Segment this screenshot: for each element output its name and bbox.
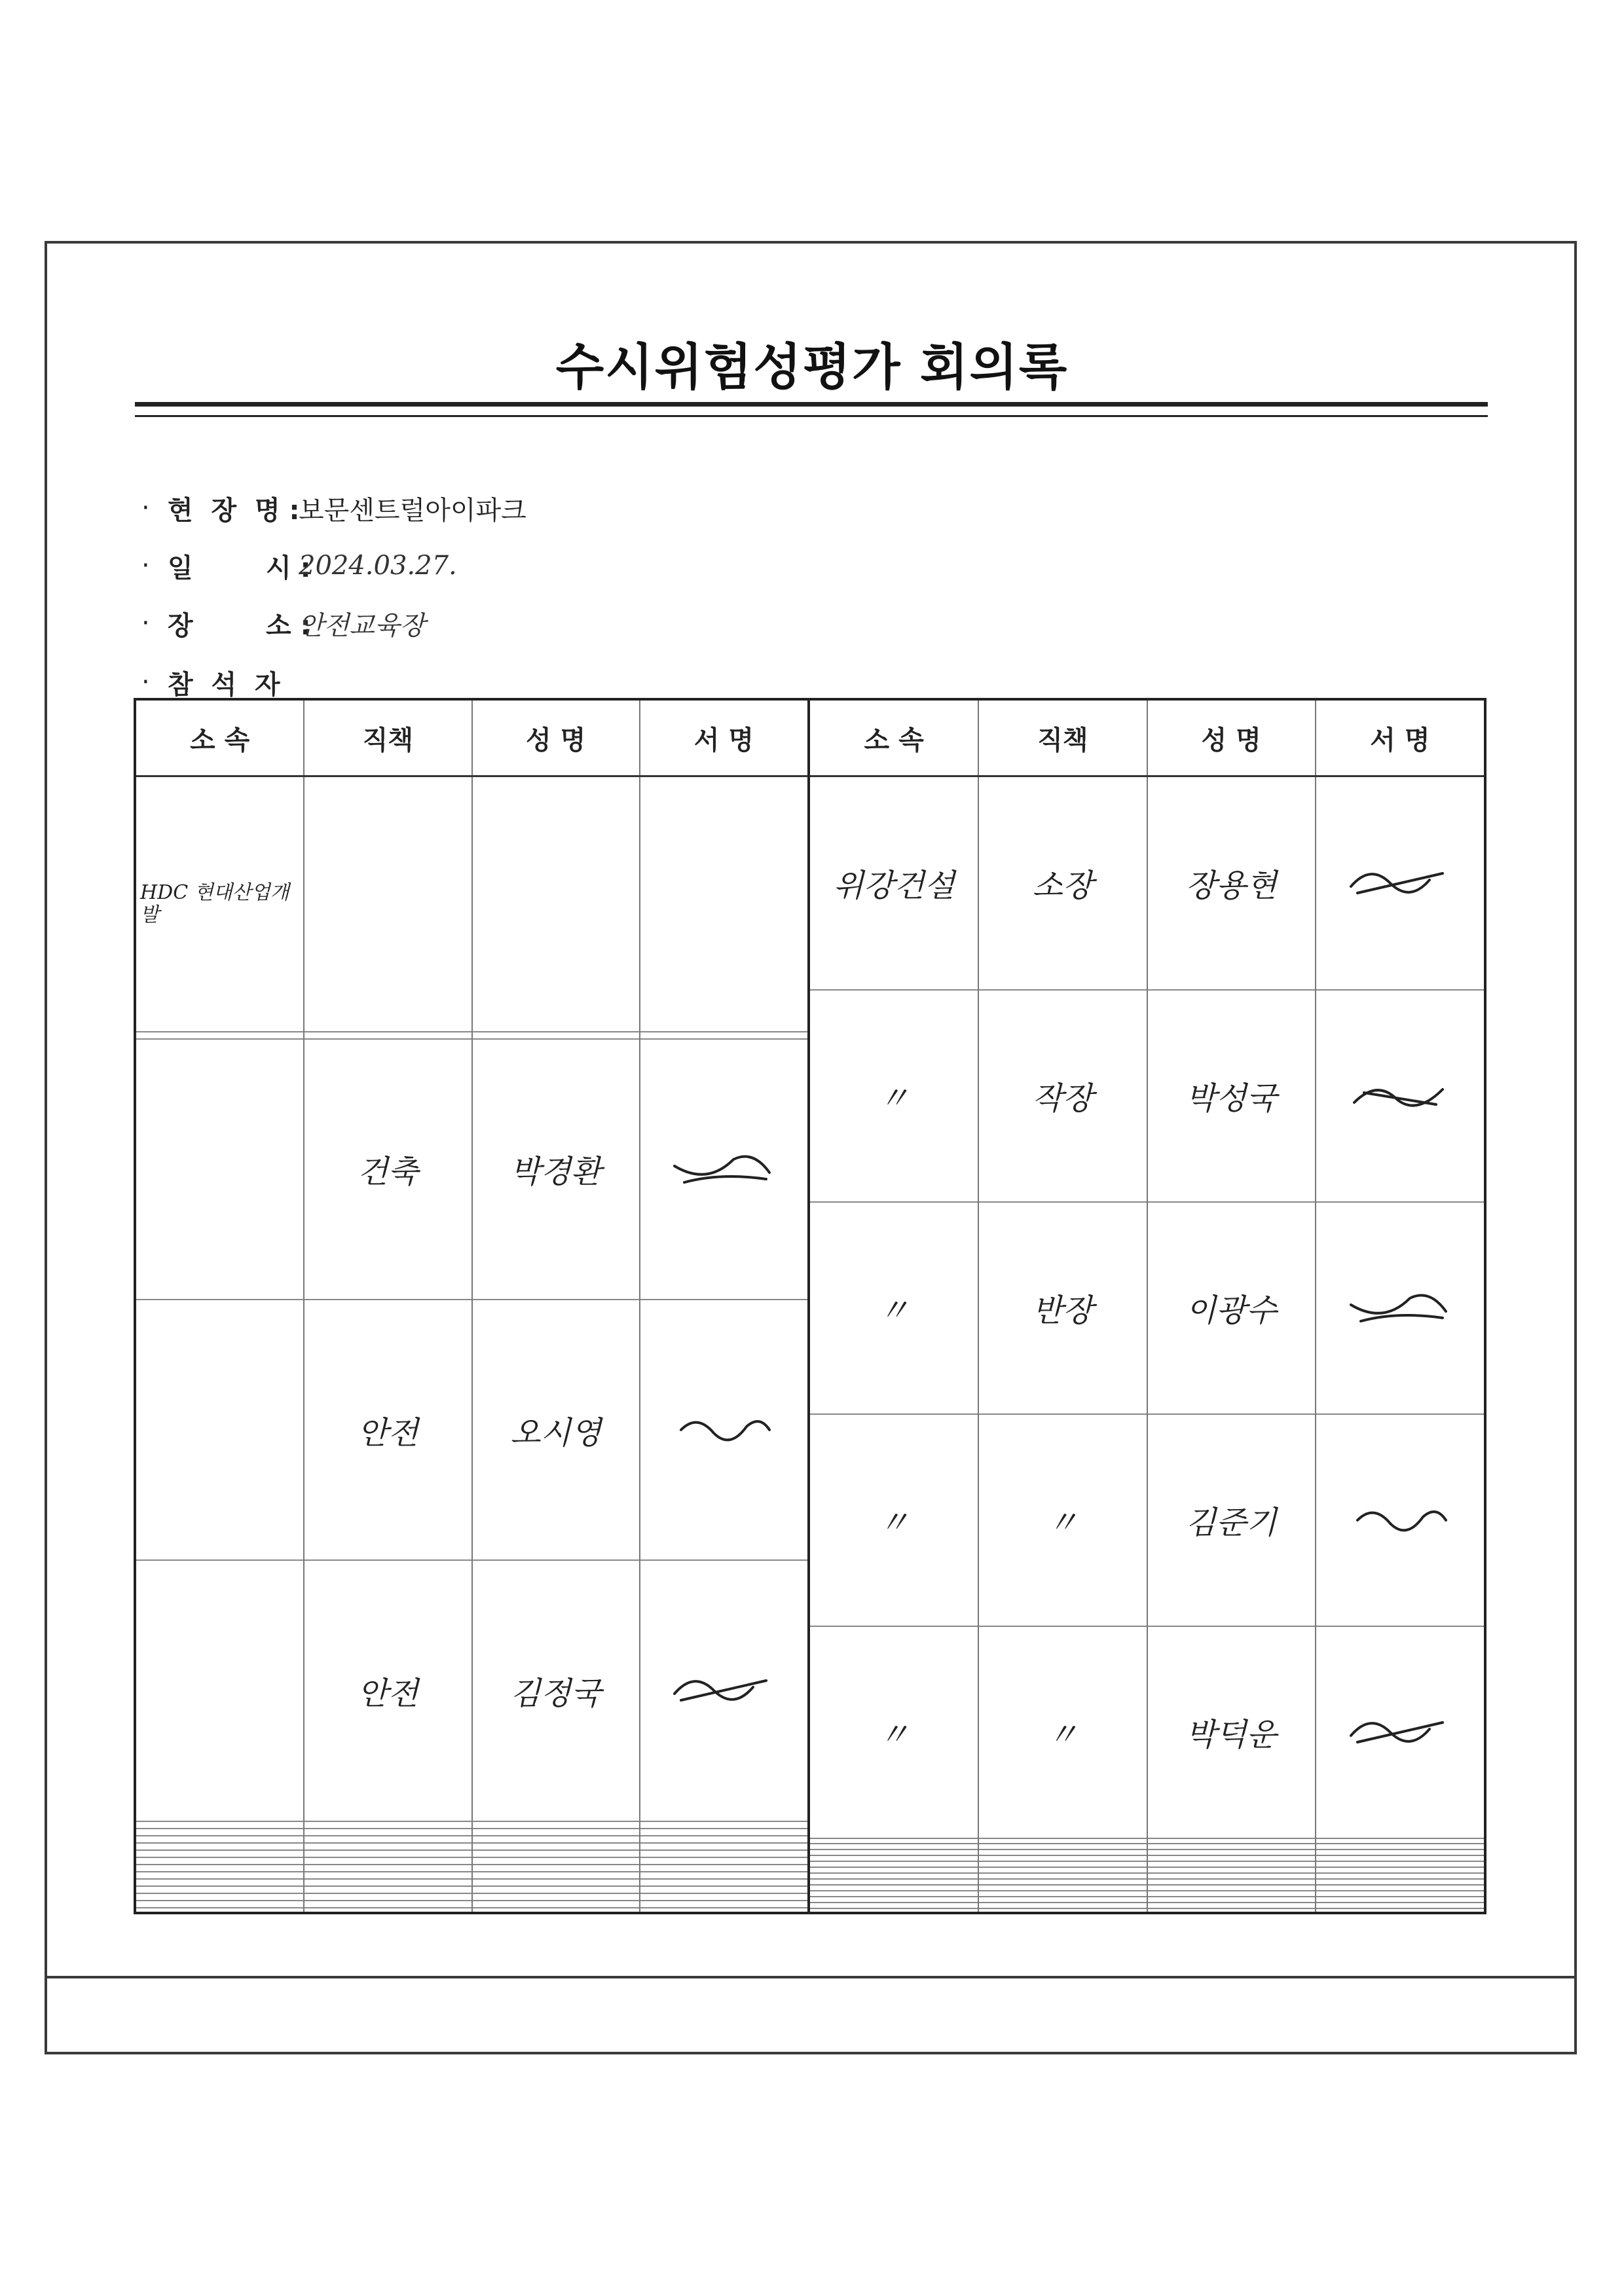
table-row bbox=[136, 1829, 807, 1836]
cell-name bbox=[1147, 1908, 1316, 1912]
cell-affiliation: 위강건설 bbox=[810, 776, 978, 990]
cell-name bbox=[1147, 1885, 1316, 1891]
cell-position bbox=[978, 1838, 1147, 1844]
cell-name bbox=[1147, 1867, 1316, 1873]
cell-affiliation bbox=[810, 1855, 978, 1861]
cell-affiliation bbox=[136, 1886, 304, 1893]
cell-signature bbox=[1316, 1861, 1484, 1867]
handwritten-signature bbox=[1344, 1497, 1456, 1543]
cell-affiliation bbox=[136, 1821, 304, 1829]
cell-signature bbox=[640, 776, 807, 1032]
cell-name bbox=[472, 1857, 640, 1865]
cell-name bbox=[472, 1893, 640, 1901]
handwritten-signature bbox=[668, 1146, 779, 1192]
cell-affiliation bbox=[136, 1039, 304, 1300]
cell-position bbox=[304, 1886, 471, 1893]
cell-affiliation bbox=[810, 1844, 978, 1850]
cell-signature bbox=[1316, 1873, 1484, 1879]
cell-affiliation: 〃 bbox=[810, 1414, 978, 1626]
table-row bbox=[136, 1872, 807, 1879]
cell-position bbox=[304, 1879, 471, 1886]
cell-affiliation: 〃 bbox=[810, 1202, 978, 1414]
cell-affiliation bbox=[136, 1300, 304, 1560]
cell-position bbox=[978, 1850, 1147, 1855]
cell-signature bbox=[640, 1850, 807, 1857]
cell-affiliation bbox=[136, 1857, 304, 1865]
cell-signature bbox=[640, 1829, 807, 1836]
cell-position bbox=[304, 1865, 471, 1872]
cell-affiliation bbox=[810, 1867, 978, 1873]
table-row bbox=[136, 1300, 807, 1560]
cell-position: 〃 bbox=[978, 1626, 1147, 1838]
cell-affiliation bbox=[136, 1843, 304, 1850]
cell-name bbox=[472, 1872, 640, 1879]
table-row bbox=[136, 1901, 807, 1908]
cell-position bbox=[978, 1867, 1147, 1873]
cell-name bbox=[472, 1886, 640, 1893]
table-row bbox=[810, 1908, 1484, 1912]
cell-affiliation bbox=[136, 1865, 304, 1872]
header-position: 직책 bbox=[304, 701, 471, 776]
header-signature: 서 명 bbox=[640, 701, 807, 776]
handwritten-signature bbox=[1344, 1709, 1456, 1755]
info-place: · 장 소 : 안전교육장 bbox=[141, 604, 425, 643]
cell-name bbox=[1147, 1850, 1316, 1855]
cell-position bbox=[978, 1891, 1147, 1897]
cell-affiliation bbox=[810, 1885, 978, 1891]
info-place-label: 장 소 : bbox=[168, 610, 311, 641]
cell-position bbox=[304, 1836, 471, 1843]
cell-signature bbox=[640, 1039, 807, 1300]
cell-signature bbox=[1316, 1867, 1484, 1873]
table-row bbox=[810, 1885, 1484, 1891]
table-row bbox=[136, 1865, 807, 1872]
header-name: 성 명 bbox=[1147, 701, 1316, 776]
cell-name bbox=[1147, 1838, 1316, 1844]
cell-signature bbox=[640, 1886, 807, 1893]
table-row bbox=[136, 1821, 807, 1829]
cell-name: 김정국 bbox=[472, 1560, 640, 1821]
cell-name bbox=[1147, 1844, 1316, 1850]
cell-affiliation bbox=[136, 1893, 304, 1901]
cell-signature bbox=[1316, 1626, 1484, 1838]
cell-position bbox=[304, 1893, 471, 1901]
cell-position bbox=[304, 1829, 471, 1836]
info-site: · 현 장 명 : 보문센트럴아이파크 bbox=[141, 488, 526, 528]
cell-affiliation bbox=[810, 1891, 978, 1897]
cell-signature bbox=[1316, 990, 1484, 1202]
title-rule-thin bbox=[135, 415, 1488, 417]
cell-signature bbox=[640, 1560, 807, 1821]
cell-name bbox=[472, 776, 640, 1032]
cell-name bbox=[1147, 1855, 1316, 1861]
cell-signature bbox=[640, 1032, 807, 1039]
cell-signature bbox=[1316, 1850, 1484, 1855]
table-row bbox=[810, 776, 1484, 990]
info-date-value: 2024.03.27. bbox=[299, 551, 457, 581]
cell-name: 이광수 bbox=[1147, 1202, 1316, 1414]
table-row bbox=[810, 1838, 1484, 1844]
cell-affiliation bbox=[810, 1850, 978, 1855]
info-place-value: 안전교육장 bbox=[299, 610, 426, 641]
cell-position: 작장 bbox=[978, 990, 1147, 1202]
table-row bbox=[136, 1843, 807, 1850]
cell-position bbox=[304, 1032, 471, 1039]
cell-signature bbox=[640, 1300, 807, 1560]
cell-position bbox=[304, 1821, 471, 1829]
cell-position bbox=[978, 1897, 1147, 1903]
table-row bbox=[136, 1850, 807, 1857]
info-date: · 일 시 : 2024.03.27. bbox=[141, 546, 457, 585]
cell-affiliation bbox=[136, 1879, 304, 1886]
document-title: 수시위험성평가 회의록 bbox=[555, 338, 1069, 396]
table-row bbox=[810, 1891, 1484, 1897]
cell-name bbox=[1147, 1879, 1316, 1885]
cell-signature bbox=[1316, 1891, 1484, 1897]
cell-position bbox=[304, 1843, 471, 1850]
footer-rule bbox=[45, 1976, 1577, 1978]
cell-name bbox=[472, 1829, 640, 1836]
table-row bbox=[136, 1886, 807, 1893]
table-row bbox=[136, 1908, 807, 1912]
cell-signature bbox=[640, 1821, 807, 1829]
cell-name bbox=[472, 1850, 640, 1857]
table-row bbox=[810, 1850, 1484, 1855]
cell-signature bbox=[1316, 1414, 1484, 1626]
cell-name: 장용현 bbox=[1147, 776, 1316, 990]
cell-signature bbox=[640, 1865, 807, 1872]
cell-name bbox=[472, 1836, 640, 1843]
cell-signature bbox=[1316, 1879, 1484, 1885]
table-row bbox=[136, 1857, 807, 1865]
header-name: 성 명 bbox=[472, 701, 640, 776]
cell-name: 박덕운 bbox=[1147, 1626, 1316, 1838]
cell-position: 반장 bbox=[978, 1202, 1147, 1414]
cell-position: 안전 bbox=[304, 1300, 471, 1560]
cell-signature bbox=[640, 1901, 807, 1908]
table-row bbox=[810, 1855, 1484, 1861]
cell-position bbox=[978, 1885, 1147, 1891]
cell-name bbox=[472, 1879, 640, 1886]
table-row bbox=[136, 776, 807, 1032]
cell-signature bbox=[640, 1872, 807, 1879]
handwritten-signature bbox=[668, 1667, 779, 1713]
cell-position bbox=[304, 1901, 471, 1908]
cell-affiliation bbox=[136, 1560, 304, 1821]
cell-name bbox=[1147, 1903, 1316, 1908]
cell-signature bbox=[1316, 1903, 1484, 1908]
cell-signature bbox=[1316, 1844, 1484, 1850]
handwritten-signature bbox=[1344, 860, 1456, 906]
cell-position bbox=[978, 1873, 1147, 1879]
attendee-table-left bbox=[136, 701, 810, 1912]
cell-name bbox=[1147, 1897, 1316, 1903]
cell-affiliation: 〃 bbox=[810, 990, 978, 1202]
cell-name bbox=[1147, 1873, 1316, 1879]
cell-affiliation bbox=[136, 1901, 304, 1908]
title-rule-thick bbox=[135, 402, 1488, 407]
cell-position: 〃 bbox=[978, 1414, 1147, 1626]
cell-position bbox=[304, 1908, 471, 1912]
cell-name bbox=[472, 1843, 640, 1850]
table-row bbox=[136, 1032, 807, 1039]
attendee-table-right bbox=[810, 701, 1484, 1912]
cell-affiliation bbox=[810, 1879, 978, 1885]
cell-name: 박경환 bbox=[472, 1039, 640, 1300]
handwritten-signature bbox=[1344, 1073, 1456, 1119]
info-attendees: · 참 석 자 bbox=[141, 663, 299, 702]
table-row bbox=[810, 1879, 1484, 1885]
cell-affiliation bbox=[810, 1873, 978, 1879]
info-attendees-label: 참 석 자 bbox=[168, 669, 280, 700]
handwritten-signature bbox=[668, 1407, 779, 1453]
table-row bbox=[810, 1867, 1484, 1873]
info-site-value: 보문센트럴아이파크 bbox=[299, 495, 526, 526]
cell-signature bbox=[640, 1857, 807, 1865]
cell-name bbox=[1147, 1861, 1316, 1867]
table-row bbox=[810, 1844, 1484, 1850]
cell-signature bbox=[640, 1893, 807, 1901]
cell-affiliation bbox=[810, 1861, 978, 1867]
cell-signature bbox=[1316, 1885, 1484, 1891]
cell-position bbox=[304, 1872, 471, 1879]
cell-name bbox=[472, 1901, 640, 1908]
handwritten-signature bbox=[1344, 1285, 1456, 1331]
table-row bbox=[136, 1879, 807, 1886]
cell-position bbox=[304, 1850, 471, 1857]
info-site-label: 현 장 명 : bbox=[168, 495, 300, 526]
table-row bbox=[136, 1560, 807, 1821]
cell-affiliation: HDC 현대산업개발 bbox=[136, 776, 304, 1032]
cell-position bbox=[304, 776, 471, 1032]
cell-name bbox=[472, 1821, 640, 1829]
cell-affiliation bbox=[810, 1908, 978, 1912]
cell-name bbox=[1147, 1891, 1316, 1897]
table-row bbox=[136, 1836, 807, 1843]
cell-name bbox=[472, 1908, 640, 1912]
header-position: 직책 bbox=[978, 701, 1147, 776]
table-row bbox=[810, 1861, 1484, 1867]
cell-affiliation bbox=[136, 1829, 304, 1836]
cell-affiliation bbox=[136, 1836, 304, 1843]
cell-signature bbox=[640, 1843, 807, 1850]
cell-name: 김준기 bbox=[1147, 1414, 1316, 1626]
cell-position: 소장 bbox=[978, 776, 1147, 990]
cell-affiliation bbox=[810, 1897, 978, 1903]
cell-affiliation bbox=[810, 1838, 978, 1844]
cell-signature bbox=[1316, 1202, 1484, 1414]
table-row bbox=[810, 1897, 1484, 1903]
table-row bbox=[810, 1626, 1484, 1838]
cell-position bbox=[978, 1855, 1147, 1861]
table-row bbox=[810, 1873, 1484, 1879]
table-row bbox=[136, 1039, 807, 1300]
cell-affiliation: 〃 bbox=[810, 1626, 978, 1838]
cell-affiliation bbox=[136, 1850, 304, 1857]
cell-signature bbox=[1316, 1908, 1484, 1912]
cell-affiliation bbox=[136, 1908, 304, 1912]
header-affiliation: 소 속 bbox=[810, 701, 978, 776]
cell-position: 건축 bbox=[304, 1039, 471, 1300]
table-row bbox=[810, 1414, 1484, 1626]
cell-affiliation bbox=[136, 1032, 304, 1039]
cell-signature bbox=[640, 1908, 807, 1912]
cell-position bbox=[978, 1861, 1147, 1867]
cell-name: 오시영 bbox=[472, 1300, 640, 1560]
info-date-label: 일 시 : bbox=[168, 553, 311, 583]
cell-affiliation bbox=[136, 1872, 304, 1879]
cell-position bbox=[978, 1844, 1147, 1850]
cell-position bbox=[304, 1857, 471, 1865]
cell-position bbox=[978, 1908, 1147, 1912]
table-row bbox=[136, 1893, 807, 1901]
cell-signature bbox=[640, 1836, 807, 1843]
cell-name bbox=[472, 1865, 640, 1872]
cell-name: 박성국 bbox=[1147, 990, 1316, 1202]
table-row bbox=[810, 1903, 1484, 1908]
header-affiliation: 소 속 bbox=[136, 701, 304, 776]
cell-position: 안전 bbox=[304, 1560, 471, 1821]
cell-signature bbox=[1316, 776, 1484, 990]
cell-position bbox=[978, 1903, 1147, 1908]
cell-signature bbox=[1316, 1838, 1484, 1844]
cell-signature bbox=[1316, 1855, 1484, 1861]
attendee-table bbox=[134, 698, 1486, 1914]
cell-signature bbox=[640, 1879, 807, 1886]
header-signature: 서 명 bbox=[1316, 701, 1484, 776]
cell-position bbox=[978, 1879, 1147, 1885]
table-row bbox=[810, 990, 1484, 1202]
cell-signature bbox=[1316, 1897, 1484, 1903]
cell-name bbox=[472, 1032, 640, 1039]
cell-affiliation bbox=[810, 1903, 978, 1908]
table-row bbox=[810, 1202, 1484, 1414]
